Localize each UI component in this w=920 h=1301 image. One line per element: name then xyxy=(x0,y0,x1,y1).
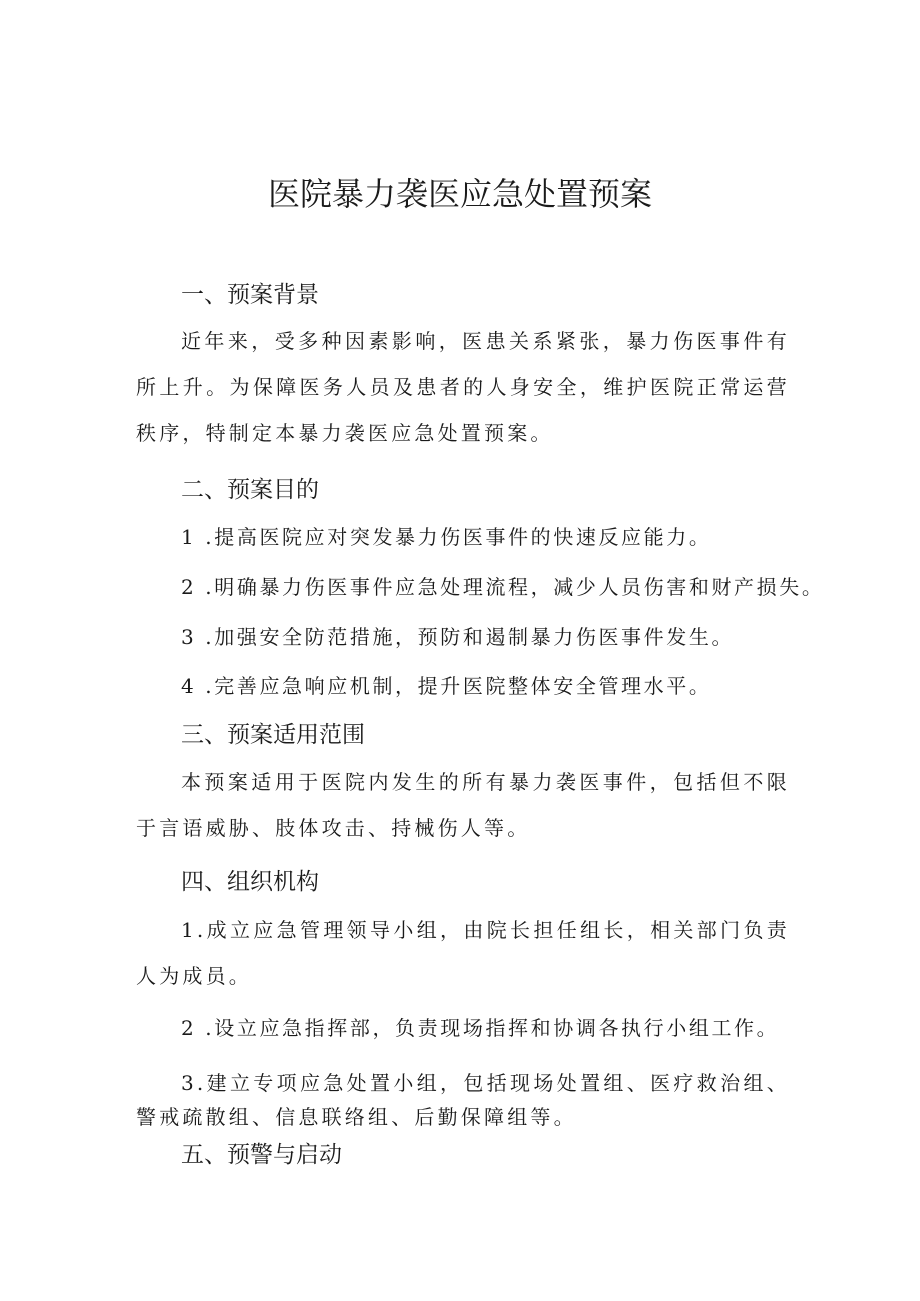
section-heading-purpose: 二、预案目的 xyxy=(181,477,319,503)
section-heading-background: 一、预案背景 xyxy=(181,282,319,308)
document-title: 医院暴力袭医应急处置预案 xyxy=(267,175,652,213)
section-scope-paragraph: 本预案适用于医院内发生的所有暴力袭医事件，包括但不限于言语威胁、肢体攻击、持械伤人等。 xyxy=(136,770,790,840)
purpose-item-3: 3 .加强安全防范措施，预防和遏制暴力伤医事件发生。 xyxy=(181,625,735,649)
section-heading-warning: 五、预警与启动 xyxy=(181,1142,342,1168)
purpose-item-4: 4 .完善应急响应机制，提升医院整体安全管理水平。 xyxy=(181,674,712,698)
section-background-paragraph: 近年来，受多种因素影响，医患关系紧张，暴力伤医事件有所上升。为保障医务人员及患者的人身安全，维护医院正常运营秩序，特制定本暴力袭医应急处置预案。 xyxy=(136,329,790,445)
organization-item-3: 3.建立专项应急处置小组，包括现场处置组、医疗救治组、警戒疏散组、信息联络组、后勤保障组等。 xyxy=(136,1071,790,1129)
purpose-item-2: 2 .明确暴力伤医事件应急处理流程，减少人员伤害和财产损失。 xyxy=(181,575,825,599)
section-heading-organization: 四、组织机构 xyxy=(181,869,319,895)
organization-item-1: 1.成立应急管理领导小组，由院长担任组长，相关部门负责人为成员。 xyxy=(136,918,790,988)
section-heading-scope: 三、预案适用范围 xyxy=(181,722,365,748)
purpose-item-1: 1 .提高医院应对突发暴力伤医事件的快速反应能力。 xyxy=(181,525,712,549)
organization-item-2: 2 .设立应急指挥部，负责现场指挥和协调各执行小组工作。 xyxy=(181,1016,780,1040)
